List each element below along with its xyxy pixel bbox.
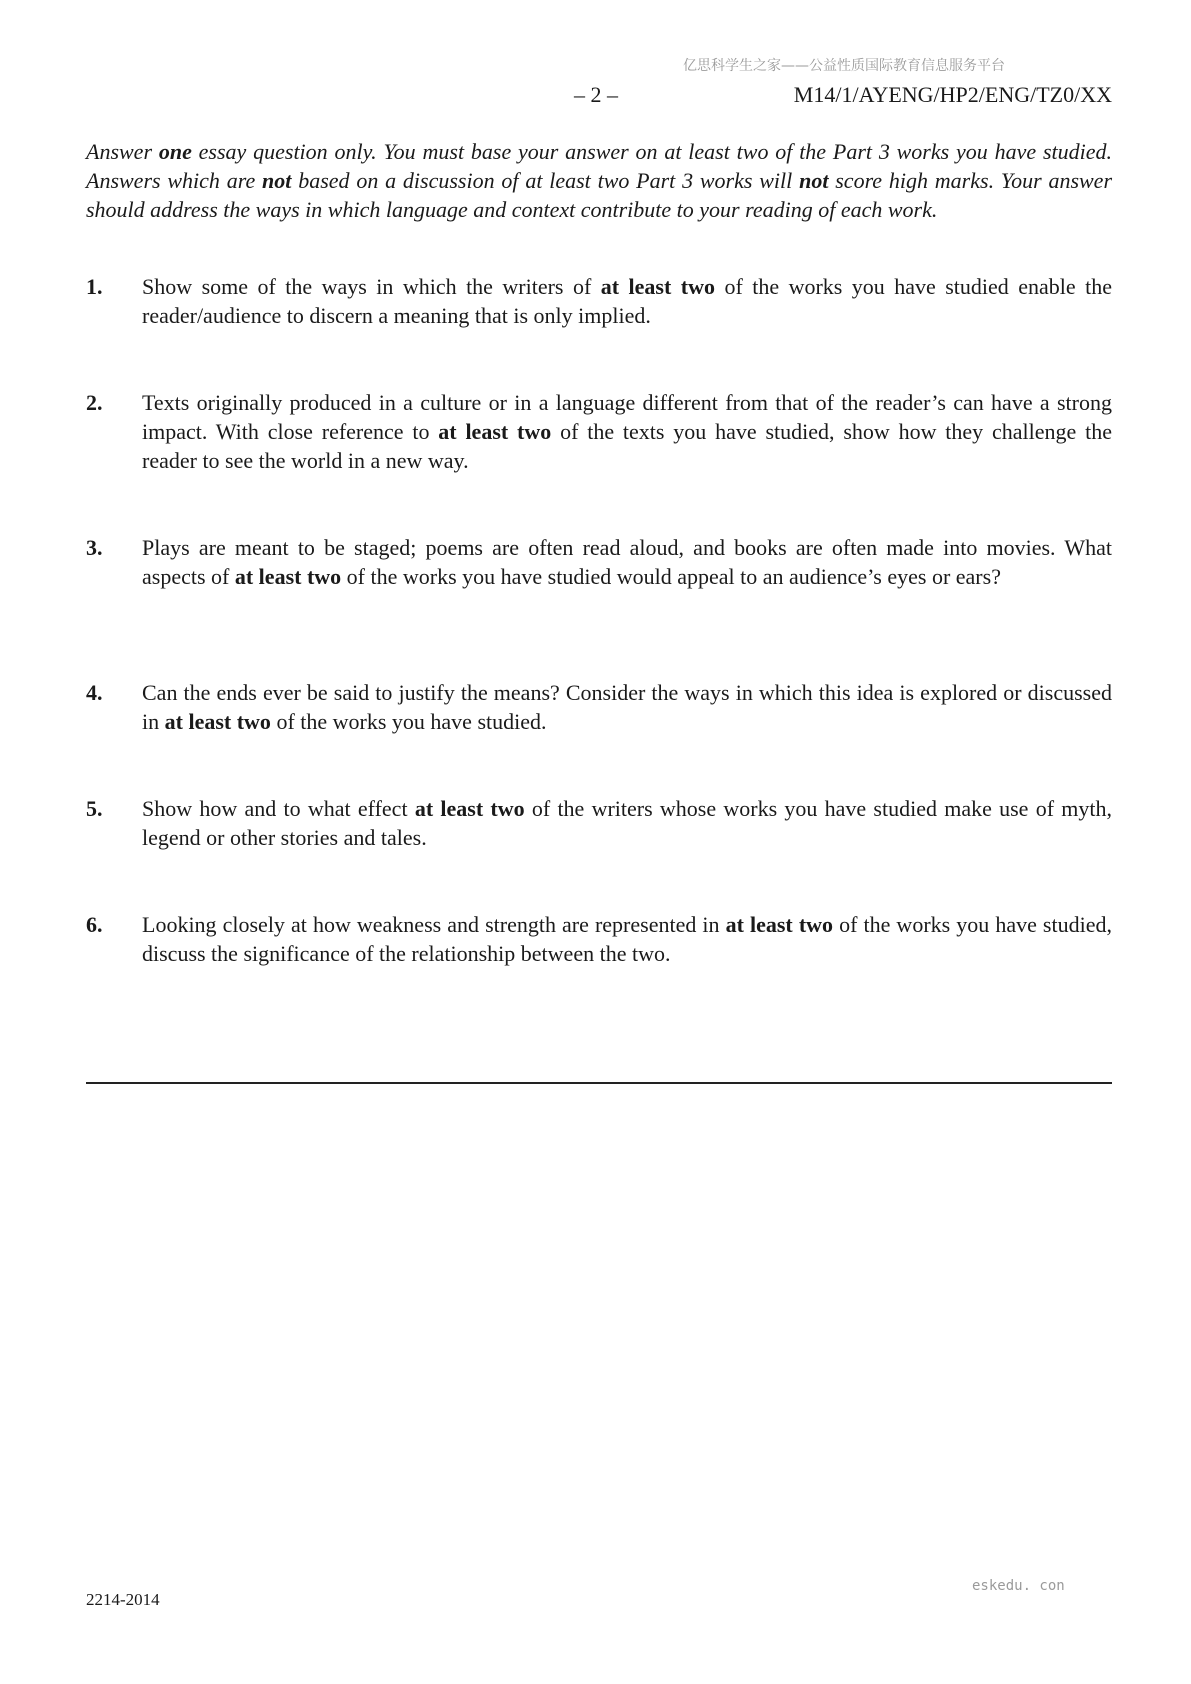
question-5: [86, 794, 1112, 852]
question-text: [142, 533, 1112, 591]
page-number: – 2 –: [574, 82, 618, 107]
instructions-text: score high marks. Your answer should address the ways in which language and context contribute to your reading of each work.: [86, 168, 1113, 222]
question-text-part: Plays are meant to be staged; poems are often read aloud, and books are often made into movies. What aspects of: [142, 535, 1112, 589]
question-4: [86, 678, 1112, 736]
footer-code: 2214-2014: [86, 1590, 160, 1609]
question-text: [142, 794, 1112, 852]
question-emphasis: at least two: [234, 564, 342, 589]
question-text-part: Texts originally produced in a culture or in a language different from that of the reader’s can have a strong impact. With close reference to: [142, 390, 1112, 444]
question-text: [142, 272, 1112, 330]
question-text: [142, 910, 1112, 968]
question-text: [142, 388, 1112, 475]
instructions-text: essay question only. You must base your answer on at least two of the Part 3 works you have studied. Answers which are: [86, 139, 1112, 193]
instructions-text: based on a discussion of at least two Part 3 works will: [291, 168, 800, 193]
question-2: [86, 388, 1112, 475]
question-emphasis: at least two: [438, 419, 552, 444]
question-number: 3.: [86, 535, 103, 560]
question-emphasis: at least two: [414, 796, 525, 821]
question-emphasis: at least two: [164, 709, 271, 734]
paper-code: M14/1/AYENG/HP2/ENG/TZ0/XX: [793, 82, 1112, 107]
question-1: [86, 272, 1112, 330]
question-number: 4.: [86, 680, 103, 705]
instructions: [86, 137, 1112, 224]
watermark-footer: eskedu. con: [972, 1578, 1065, 1594]
question-3: [86, 533, 1112, 591]
question-text-part: of the works you have studied would appeal to an audience’s eyes or ears?: [341, 564, 1001, 589]
question-text-part: Looking closely at how weakness and strength are represented in: [142, 912, 726, 937]
question-text-part: Show some of the ways in which the writers of: [142, 274, 601, 299]
question-text-part: Show how and to what effect: [142, 796, 415, 821]
question-text-part: of the works you have studied.: [270, 709, 547, 734]
instructions-emphasis: not: [799, 168, 829, 193]
question-text-part: of the writers whose works you have studied make use of myth, legend or other stories and tales.: [142, 796, 1112, 850]
question-text-part: of the works you have studied, discuss the significance of the relationship between the two.: [142, 912, 1112, 966]
instructions-emphasis: one: [158, 139, 192, 164]
instructions-emphasis: not: [262, 168, 292, 193]
question-number: 1.: [86, 274, 103, 299]
question-text-part: of the works you have studied enable the reader/audience to discern a meaning that is only implied.: [142, 274, 1113, 328]
question-number: 2.: [86, 390, 103, 415]
question-text-part: Can the ends ever be said to justify the means? Consider the ways in which this idea is explored or discussed in: [142, 680, 1112, 734]
question-text: [142, 678, 1112, 736]
question-number: 5.: [86, 796, 103, 821]
end-of-paper-rule: [86, 1082, 1112, 1084]
question-text-part: of the texts you have studied, show how they challenge the reader to see the world in a new way.: [142, 419, 1112, 473]
watermark-header: 亿思科学生之家——公益性质国际教育信息服务平台: [683, 58, 1005, 74]
instructions-text: Answer: [86, 139, 159, 164]
question-emphasis: at least two: [725, 912, 834, 937]
question-emphasis: at least two: [600, 274, 715, 299]
question-number: 6.: [86, 912, 103, 937]
question-6: [86, 910, 1112, 968]
